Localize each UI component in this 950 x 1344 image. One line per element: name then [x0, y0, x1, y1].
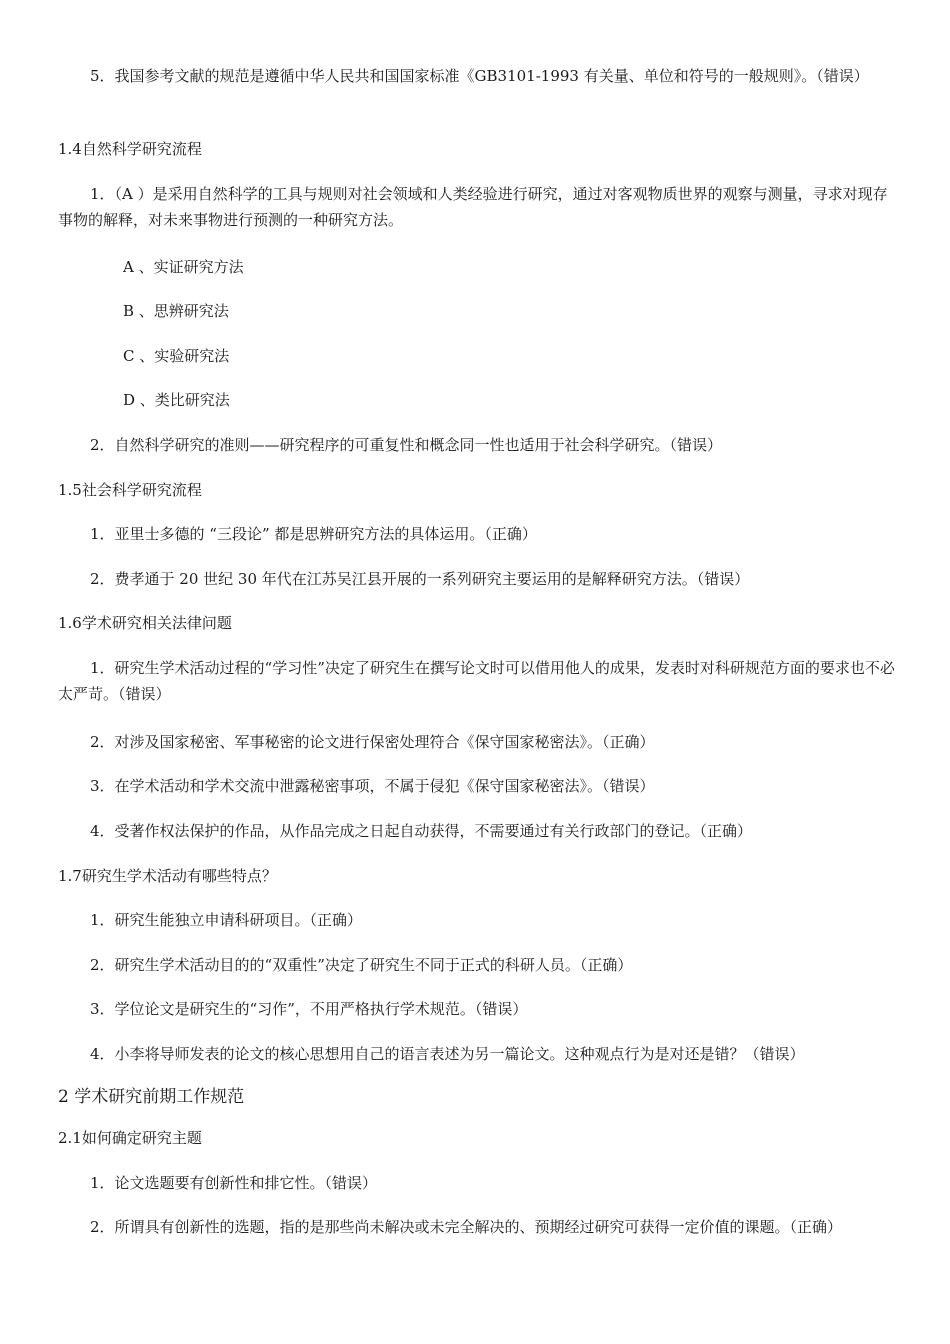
question-1-6-2: 2．对涉及国家秘密、军事秘密的论文进行保密处理符合《保守国家秘密法》。（正确）	[90, 733, 655, 751]
option-c: C 、实验研究法	[123, 347, 230, 365]
option-a: A 、实证研究方法	[123, 258, 244, 276]
option-b: B 、思辨研究法	[123, 302, 229, 320]
section-heading-2-1: 2.1如何确定研究主题	[58, 1129, 202, 1147]
question-1-5-2: 2．费孝通于 20 世纪 30 年代在江苏吴江县开展的一系列研究主要运用的是解释研究方法。（错误）	[90, 570, 750, 588]
question-5-references: 5．我国参考文献的规范是遵循中华人民共和国国家标准《GB3101-1993 有关量、单位和符号的一般规则》。（错误）	[90, 67, 869, 85]
question-1-6-4: 4．受著作权法保护的作品，从作品完成之日起自动获得，不需要通过有关行政部门的登记。（正确）	[90, 822, 753, 840]
question-1-6-3: 3．在学术活动和学术交流中泄露秘密事项，不属于侵犯《保守国家秘密法》。（错误）	[90, 777, 655, 795]
question-1-5-1: 1．亚里士多德的 “三段论” 都是思辨研究方法的具体运用。（正确）	[90, 525, 537, 543]
question-1-7-4: 4．小李将导师发表的论文的核心思想用自己的语言表述为另一篇论文。这种观点行为是对还是错？（错误）	[90, 1045, 805, 1063]
question-2-1-1: 1．论文选题要有创新性和排它性。（错误）	[90, 1174, 378, 1192]
question-1-4-1: 1．（A ）是采用自然科学的工具与规则对社会领域和人类经验进行研究，通过对客观物质世界的观察与测量，寻求对现存事物的解释，对未来事物进行预测的一种研究方法。	[58, 185, 888, 229]
section-heading-1-6: 1.6学术研究相关法律问题	[58, 614, 232, 632]
question-1-7-2: 2．研究生学术活动目的的“双重性”决定了研究生不同于正式的科研人员。（正确）	[90, 956, 633, 974]
question-1-4-2: 2．自然科学研究的准则——研究程序的可重复性和概念同一性也适用于社会科学研究。（错误）	[90, 436, 723, 454]
section-heading-1-5: 1.5社会科学研究流程	[58, 481, 202, 499]
question-1-7-3: 3．学位论文是研究生的“习作”，不用严格执行学术规范。（错误）	[90, 1000, 528, 1018]
question-1-7-1: 1．研究生能独立申请科研项目。（正确）	[90, 911, 363, 929]
option-d: D 、类比研究法	[123, 391, 230, 409]
section-heading-1-4: 1.4自然科学研究流程	[58, 140, 202, 158]
section-heading-1-7: 1.7研究生学术活动有哪些特点？	[58, 867, 277, 885]
question-1-6-1: 1．研究生学术活动过程的“学习性”决定了研究生在撰写论文时可以借用他人的成果，发表时对科研规范方面的要求也不必太严苛。（错误）	[58, 659, 895, 703]
chapter-heading-2: 2 学术研究前期工作规范	[58, 1087, 245, 1107]
question-2-1-2: 2．所谓具有创新性的选题，指的是那些尚未解决或未完全解决的、预期经过研究可获得一定价值的课题。（正确）	[90, 1218, 843, 1236]
